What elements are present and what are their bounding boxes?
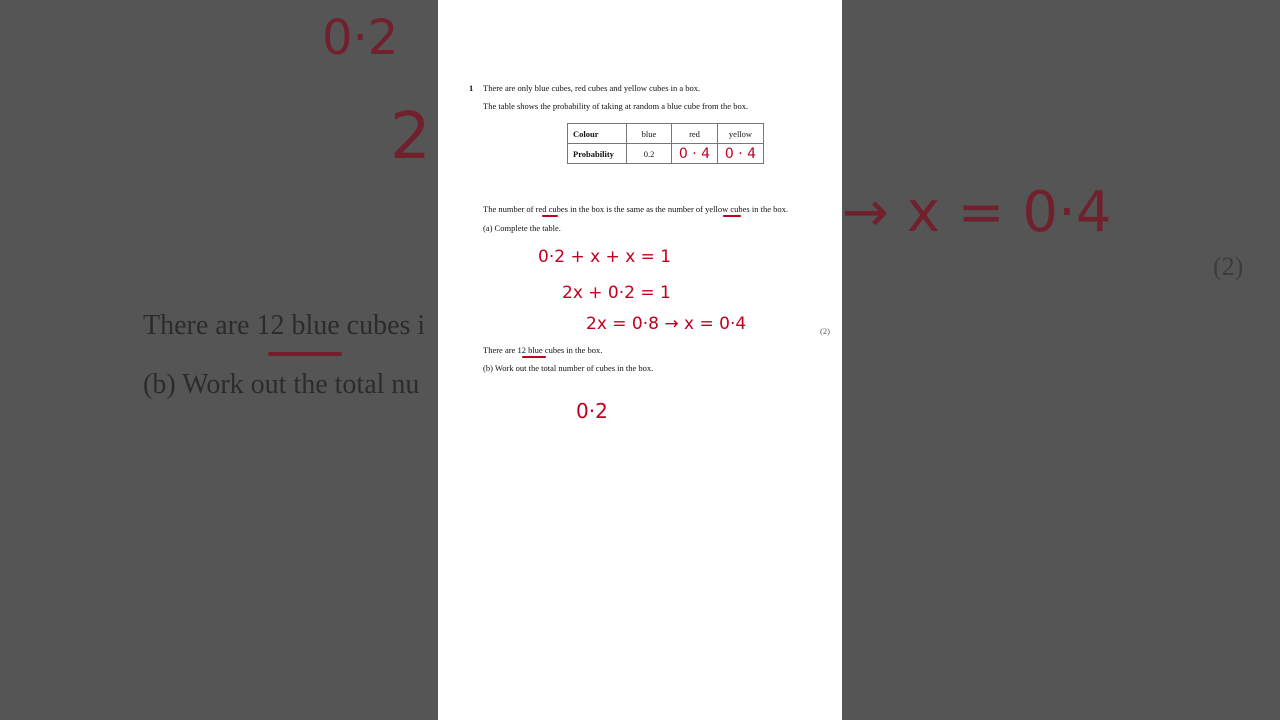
bg-line-1: There are 12 blue cubes i xyxy=(143,310,426,341)
bg-handwriting-top: 0·2 xyxy=(322,10,399,66)
part-b-working: 0·2 xyxy=(576,399,608,423)
colour-blue: blue xyxy=(627,124,672,144)
question-number: 1 xyxy=(469,83,474,93)
probability-red-cell xyxy=(672,144,718,164)
part-b-prompt: (b) Work out the total number of cubes in the box. xyxy=(483,363,654,373)
underline-red xyxy=(542,215,558,217)
table-row xyxy=(568,144,764,164)
table-row xyxy=(568,124,764,144)
probability-yellow-cell xyxy=(718,144,764,164)
bg-handwriting-mid: 2 xyxy=(390,100,431,174)
marks-part-a: (2) xyxy=(820,326,830,336)
handwritten-red-value: 0 · 4 xyxy=(678,145,711,162)
probability-header: Probability xyxy=(568,144,627,164)
working-line-1: 0·2 + x + x = 1 xyxy=(538,247,672,267)
exam-page xyxy=(438,0,842,720)
working-line-3: 2x = 0·8 → x = 0·4 xyxy=(586,314,747,334)
part-b-intro: There are 12 blue cubes in the box. xyxy=(483,345,603,355)
working-line-2: 2x + 0·2 = 1 xyxy=(562,283,671,303)
bg-underline xyxy=(268,352,342,356)
question-intro: There are only blue cubes, red cubes and yellow cubes in a box. xyxy=(483,83,701,93)
colour-yellow: yellow xyxy=(718,124,764,144)
bg-line-2: (b) Work out the total nu xyxy=(143,369,420,400)
part-a-prompt: (a) Complete the table. xyxy=(483,223,561,233)
bg-marks: (2) xyxy=(1213,252,1244,281)
underline-yellow xyxy=(723,215,741,217)
underline-12-blue xyxy=(522,356,546,358)
page-content xyxy=(438,0,842,720)
statement: The number of red cubes in the box is the same as the number of yellow cubes in the box. xyxy=(483,204,788,214)
probability-blue: 0.2 xyxy=(627,144,672,164)
colour-header: Colour xyxy=(568,124,627,144)
colour-red: red xyxy=(672,124,718,144)
handwritten-yellow-value: 0 · 4 xyxy=(724,145,757,162)
table-intro: The table shows the probability of taking at random a blue cube from the box. xyxy=(483,101,749,111)
probability-table xyxy=(567,123,764,164)
bg-handwriting-right: → x = 0·4 xyxy=(842,180,1112,245)
